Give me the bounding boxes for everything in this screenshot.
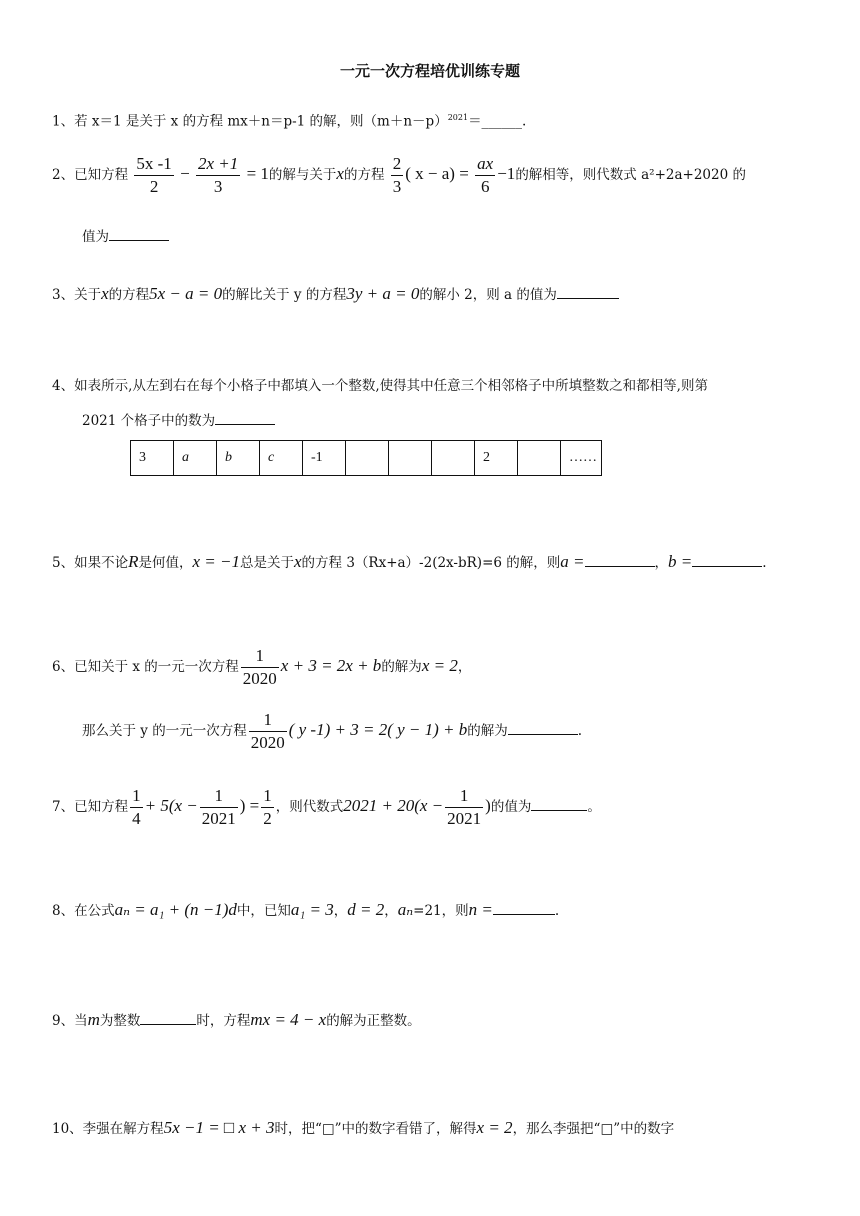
q10-solution: x = 2 [476,1118,513,1137]
q5-mid-text: 是何值， [138,555,193,571]
grid-cell: a [174,441,217,476]
q2-minus-one: −1 [497,164,516,183]
q7-fraction-1: $\frac{1}{4}$ [132,786,141,828]
q6-fraction: $\frac{1}{2020}$ [242,646,277,688]
q8-end: . [554,903,560,919]
question-6 [52,644,471,690]
q2-value-label: 值为 [82,229,109,245]
q3-mid-text: 的方程 [108,287,150,303]
q6-post-text: 的解为 [467,723,508,739]
q9-answer-blank [140,1010,196,1025]
q7-fraction-4: $\frac{1}{2021}$ [447,786,482,828]
q7-expr-4: ) [485,796,491,815]
q2-post-text: 的解相等，则代数式 a²+2a+2020 的 [515,167,746,183]
q5-answer-blank-a [585,552,655,567]
grid-cell-ellipsis: …… [561,441,602,476]
q7-answer-blank [531,796,587,811]
q2-fraction-2: $\frac{2x +1}{3}$ [198,154,239,196]
q8-d: d = 2 [347,900,385,919]
q1-text: 1、若 x＝1 是关于 x 的方程 mx＋n＝p-1 的解，则（m＋n－p） [52,113,448,130]
q2-equals-1: = 1 [246,164,269,183]
question-7 [52,784,601,830]
q9-post-text: 的解为正整数。 [326,1013,421,1029]
grid-cell [346,441,389,476]
q2-equals-2: = [459,164,469,183]
q9-mid-text-2: 时，方程 [196,1013,251,1029]
question-2 [52,152,746,198]
q9-var-m: m [87,1010,100,1029]
q3-equation-1: 5x − a = 0 [149,284,223,303]
q7-end: 。 [587,799,601,815]
q3-var-x: x [101,284,109,303]
q6-comma: ， [457,659,472,675]
question-9 [52,1010,421,1031]
grid-cell: c [260,441,303,476]
question-8 [52,900,559,921]
q3-equation-2: 3y + a = 0 [346,284,420,303]
question-2-line-2 [82,226,169,247]
question-5 [52,552,767,573]
grid-cell: 2 [475,441,518,476]
q10-mid-text: 时，把“□”中的数字看错了，解得 [274,1121,477,1137]
q7-expr-2: ) = [239,796,260,815]
q9-equation: mx = 4 − x [250,1010,327,1029]
q9-mid-text: 为整数 [99,1013,141,1029]
q1-answer-blank: ＝______. [468,113,527,130]
q8-text: 8、在公式 [52,903,115,919]
q5-answer-blank-b [692,552,762,567]
q5-text: 5、如果不论 [52,555,129,571]
q2-text: 2、已知方程 [52,167,129,183]
q2-fraction-1: $\frac{5x -1}{2}$ [136,154,172,196]
grid-cell [389,441,432,476]
q8-mid-text: 中，已知 [236,903,291,919]
q8-comma-1: ， [333,903,348,919]
q2-mid-text: 的解与关于 [268,167,337,183]
q5-var-x: x [293,552,302,571]
q6-equation-2: ( y -1) + 3 = 2( y − 1) + b [288,720,468,739]
q2-mid-text-2: 的方程 [343,167,385,183]
q7-expr-1: + 5(x − [144,796,198,815]
grid-cell: 3 [131,441,174,476]
q6-mid-text: 的解为 [381,659,422,675]
question-4-line-2 [82,410,275,431]
q2-paren: ( x − a) [405,164,455,183]
q10-post-text: ，那么李强把“□”中的数字 [512,1121,675,1137]
q5-var-r: R [128,552,139,571]
q8-comma-2: ， [384,903,398,919]
q2-var-x: x [336,164,344,183]
question-3 [52,284,619,305]
q6-equation: x + 3 = 2x + b [280,656,382,675]
question-10 [52,1118,674,1139]
grid-cell: -1 [303,441,346,476]
grid-cell [518,441,561,476]
q7-mid-text: ，则代数式 [275,799,344,815]
q4-text: 2021 个格子中的数为 [82,413,216,429]
number-grid [130,440,602,476]
q8-a1: a₁ = 3 [290,900,334,919]
q5-end: . [762,555,767,571]
question-1 [52,108,526,132]
q7-post-text: 的值为 [490,799,532,815]
q5-var-a: a = [560,552,585,571]
q7-text: 7、已知方程 [52,799,129,815]
q8-answer-blank [493,900,555,915]
question-6-line-2 [82,708,582,754]
q6-solution: x = 2 [421,656,458,675]
grid-cell: b [217,441,260,476]
q10-text: 10、李强在解方程 [52,1121,164,1137]
q1-exponent: 2021 [447,113,469,122]
q6-text: 6、已知关于 x 的一元一次方程 [52,659,239,675]
q5-comma: ， [654,555,668,571]
q8-formula: aₙ = a₁ + (n −1)d [114,900,237,919]
q8-mid-text-2: =21，则 [413,903,469,919]
q2-fraction-3: $\frac{2}{3}$ [392,154,402,196]
grid-cell [432,441,475,476]
question-4: 4、如表所示,从左到右在每个小格子中都填入一个整数,使得其中任意三个相邻格子中所填整数之和都相等,则第 [52,378,708,394]
q6-end: . [577,723,583,739]
q6-fraction-2: $\frac{1}{2020}$ [250,710,285,752]
q6-text-2: 那么关于 y 的一元一次方程 [82,723,247,739]
q7-fraction-2: $\frac{1}{2021}$ [201,786,236,828]
q7-expr-3: 2021 + 20(x − [343,796,444,815]
q9-text: 9、当 [52,1013,88,1029]
q2-fraction-4: $\frac{ax}{6}$ [477,154,494,196]
q5-var-b: b = [668,552,693,571]
q3-post-text: 的解小 2，则 a 的值为 [419,287,557,303]
q7-fraction-3: $\frac{1}{2}$ [263,786,272,828]
q4-answer-blank [215,410,275,425]
q2-answer-blank [109,226,169,241]
q6-answer-blank [508,720,578,735]
q8-an: aₙ [397,900,414,919]
q3-text: 3、关于 [52,287,102,303]
q8-n: n = [468,900,493,919]
q3-answer-blank [557,284,619,299]
q3-mid-text-2: 的解比关于 y 的方程 [222,287,347,303]
q5-mid-text-2: 总是关于 [239,555,294,571]
q2-minus: − [180,164,190,183]
q10-equation: 5x −1 = □ x + 3 [163,1118,275,1137]
page-title: 一元一次方程培优训练专题 [339,62,520,80]
q5-equation-text: 的方程 3（Rx+a）-2(2x-bR)=6 的解，则 [301,555,561,571]
q5-solution: x = −1 [192,552,240,571]
